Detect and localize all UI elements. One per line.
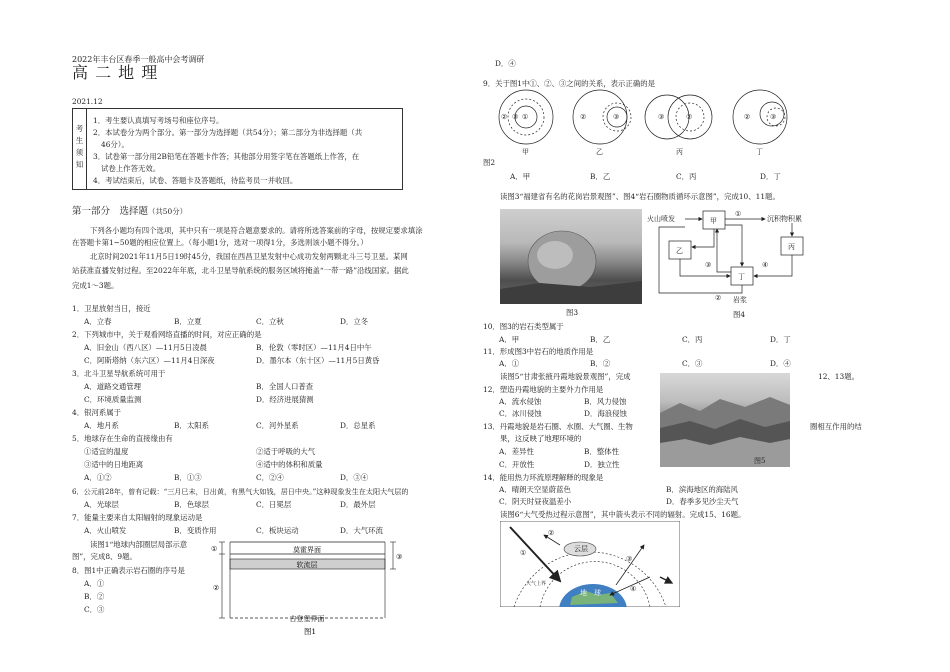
reading-prompt-tail: 12、13题。 [818, 372, 859, 381]
statement: ①适宜的温度 [84, 447, 129, 456]
danxia-landscape-shape [660, 373, 790, 467]
option[interactable]: C．丙 [676, 172, 697, 181]
question-7: 7．能量主要来自太阳辐射的现象运动是 [72, 513, 203, 522]
figure-3-caption: 图3 [566, 308, 579, 317]
option[interactable]: A．火山喷发 [84, 526, 127, 535]
option[interactable]: D．经济进展猜测 [256, 395, 314, 404]
earth-label: 地 球 [580, 589, 601, 597]
option[interactable]: C．丙 [682, 335, 703, 344]
fig2-label-bing: 丙 [676, 148, 683, 156]
figure-6-atmospheric-heating [500, 521, 680, 607]
option[interactable]: D．大气环流 [340, 526, 383, 535]
option[interactable]: C．环境质量监测 [84, 395, 142, 404]
option[interactable]: C．板块运动 [256, 526, 299, 535]
option[interactable]: A．甲 [499, 335, 520, 344]
option[interactable]: B．太阳系 [174, 421, 209, 430]
svg-text:③: ③ [658, 113, 665, 121]
option[interactable]: A．①② [84, 473, 112, 482]
asthenosphere-label: 软流层 [296, 561, 318, 569]
question-2: 2．下列城市中，关于观看网络直播的时间，对应正确的是 [72, 330, 262, 339]
option[interactable]: B．立夏 [174, 317, 202, 326]
cycle-label-2: ② [715, 294, 722, 302]
question-14: 14．能用热力环流原理解释的现象是 [483, 473, 604, 482]
option[interactable]: A．差异性 [499, 447, 534, 456]
note-item: 4．考试结束后，试卷、答题卡及答题纸，待监考员一并收回。 [93, 176, 298, 185]
option[interactable]: A．光球层 [84, 500, 119, 509]
part1-intro: 北京时间2021年11月5日19时45分，我国在西昌卫星发射中心成功发射两颗北斗三号卫星。某网 [90, 252, 408, 261]
question-13: 13．丹霞地貌是岩石圈、水圈、大气圈、生物 [483, 422, 633, 431]
fig1-label-3: ③ [396, 553, 403, 561]
option[interactable]: B．整体性 [584, 447, 619, 456]
note-item: 46分）。 [101, 140, 129, 149]
reading-prompt: 图”，完成8、9题。 [72, 552, 137, 561]
question-13-continued: 果，这反映了地理环境的 [500, 434, 582, 443]
option[interactable]: A．旧金山（西八区）—11月5日凌晨 [84, 343, 207, 352]
sediment-label: 沉积物积累 [767, 215, 802, 223]
svg-text:①: ① [522, 113, 529, 121]
figure-3-granite-photo [500, 209, 642, 304]
option[interactable]: D．海浪侵蚀 [584, 409, 627, 418]
option[interactable]: D．墨尔本（东十区）—11月5日黄昏 [256, 356, 380, 365]
option[interactable]: B．风力侵蚀 [584, 397, 627, 406]
radiation-label-3: ③ [626, 555, 633, 563]
fig2-label-yi: 乙 [596, 148, 603, 156]
question-4: 4．银河系属于 [72, 408, 122, 417]
subject-title: 高 二 地 理 [72, 63, 159, 82]
figure-2-circle-diagrams [490, 86, 790, 162]
option[interactable]: B．乙 [590, 335, 611, 344]
statement: ②适于呼吸的大气 [256, 447, 316, 456]
note-item: 2．本试卷分为两个部分。第一部分为选择题（共54分）；第二部分为非选择题（共 [93, 128, 363, 137]
option[interactable]: C．冰川侵蚀 [499, 409, 542, 418]
cycle-label-1: ① [735, 210, 742, 218]
option[interactable]: B．② [84, 592, 105, 601]
question-1: 1．卫星放射当日，接近 [72, 304, 151, 313]
option[interactable]: A．① [499, 359, 520, 368]
question-6: 6．公元前28年，曾有记载：“三月巳未，日出黄，有黑气大如钱，居日中央。”这种现象发生在太阳大气层的 [72, 487, 409, 496]
option[interactable]: A．地月系 [84, 421, 119, 430]
part1-intro: 在答题卡第1~50题的相应位置上。（每小题1分，选对一项得1分，多选则该小题不得分。） [72, 238, 368, 247]
fig2-label-ding: 丁 [756, 148, 763, 156]
svg-text:②: ② [686, 113, 693, 121]
question-8: 8．图1中正确表示岩石圈的序号是 [72, 566, 185, 575]
option[interactable]: B．①③ [174, 473, 202, 482]
fig2-label-jia: 甲 [522, 148, 529, 156]
option[interactable]: B．伦敦（零时区）—11月4日中午 [256, 343, 372, 352]
option[interactable]: C．③ [84, 605, 105, 614]
figure-5-danxia-photo [660, 373, 790, 467]
option[interactable]: D．丁 [770, 335, 791, 344]
option[interactable]: B．② [590, 359, 611, 368]
option[interactable]: A．晴朗天空显蔚蓝色 [499, 485, 571, 494]
svg-text:②: ② [744, 113, 751, 121]
fig1-label-1: ① [211, 545, 218, 553]
option[interactable]: B．变质作用 [174, 526, 217, 535]
option[interactable]: D．④ [770, 359, 791, 368]
question-3: 3．北斗卫星导航系统可用于 [72, 369, 166, 378]
statement: ③适中的日地距离 [84, 460, 144, 469]
question-11: 11．形成图3中岩石的地质作用是 [483, 347, 594, 356]
question-10: 10．图3的岩石类型属于 [483, 322, 564, 331]
option[interactable]: B．乙 [590, 172, 611, 181]
option[interactable]: A．甲 [510, 172, 531, 181]
note-item: 试卷上作答无效。 [101, 164, 161, 173]
part1-intro: 站获准直播发射过程。至2022年年底，北斗卫星导航系统的服务区域将掩盖“一带一路”沿线国家。据此 [72, 266, 409, 275]
radiation-label-2: ② [548, 529, 555, 537]
svg-text:③: ③ [613, 113, 620, 121]
question-9: 9．关于图1中①、②、③之间的关系，表示正确的是 [483, 79, 656, 88]
fig1-label-2: ② [213, 584, 220, 592]
gutenberg-label: 古登堡界面 [289, 615, 325, 623]
svg-text:③: ③ [512, 113, 519, 121]
reading-prompt: 读图5“甘肃张掖丹霞地貌景观图”，完成 [500, 372, 631, 381]
radiation-label-1: ① [520, 549, 527, 557]
note-item: 3．试卷第一部分用2B铅笔在答题卡作答；其他部分用签字笔在答题纸上作答，在 [93, 152, 360, 161]
option[interactable]: C．阴天时昼夜温差小 [499, 497, 572, 506]
question-12: 12．塑造丹霞地貌的主要外力作用是 [483, 385, 604, 394]
question-5: 5．地球存在生命的直接缘由有 [72, 434, 173, 443]
option[interactable]: C．开放性 [499, 460, 535, 469]
box-ding: 丁 [738, 273, 745, 281]
option[interactable]: A．流水侵蚀 [499, 397, 542, 406]
option[interactable]: B．色球层 [174, 500, 209, 509]
option[interactable]: C．河外星系 [256, 421, 299, 430]
option[interactable]: D．④ [495, 59, 516, 68]
option[interactable]: C．阿斯塔纳（东六区）—11月4日深夜 [84, 356, 215, 365]
option[interactable]: D．③④ [340, 473, 369, 482]
option[interactable]: A．道路交通管理 [84, 382, 142, 391]
figure-2-caption: 图2 [483, 158, 496, 167]
figure-4-caption: 图4 [733, 310, 746, 319]
option[interactable]: B．滨海地区的海陆风 [666, 485, 738, 494]
option[interactable]: C．③ [682, 359, 703, 368]
notes-side-label: 考 生 须 知 [73, 109, 87, 189]
candidate-notes-box [72, 108, 403, 190]
granite-rock-shape [500, 209, 642, 304]
exam-title: 2022年丰台区春季一般高中会考调研 [72, 55, 205, 64]
svg-text:②: ② [580, 113, 587, 121]
reading-prompt: 读图1“地球内部圈层局部示意 [90, 540, 188, 549]
reading-prompt: 读图6“大气受热过程示意图”，其中箭头表示不同的辐射。完成15、16题。 [500, 510, 746, 519]
option[interactable]: D．最外层 [340, 500, 376, 509]
reading-prompt: 读图3“福建省有名的花岗岩景观图”、图4“岩石圈物质循环示意图”，完成10、11题。 [500, 192, 780, 201]
part1-intro: 下列各小题均有四个选项，其中只有一项是符合题意要求的。请将所选答案前的字母，按规定要求填涂 [90, 226, 423, 235]
option[interactable]: C．日冕层 [256, 500, 292, 509]
note-item: 1．考生要认真填写考场号和座位序号。 [93, 116, 224, 125]
part1-heading: 第一部分 选择题（共50分） [72, 206, 187, 217]
option[interactable]: A．① [84, 579, 105, 588]
moho-label: 莫霍界面 [293, 546, 321, 554]
figure-5-caption: 图5 [754, 457, 766, 465]
volcano-label: 火山喷发 [647, 215, 675, 223]
part1-intro: 完成1～3题。 [72, 281, 119, 290]
upper-atmosphere-label: 大气上界 [526, 581, 547, 587]
option[interactable]: A．立春 [84, 317, 112, 326]
option[interactable]: D．春季多见沙尘天气 [666, 497, 739, 506]
option[interactable]: D．立冬 [340, 317, 369, 326]
option[interactable]: D．总星系 [340, 421, 376, 430]
option[interactable]: D．独立性 [584, 460, 620, 469]
exam-date: 2021.12 [72, 97, 103, 106]
figure-1-caption: 图1 [303, 627, 317, 636]
svg-text:③: ③ [770, 113, 777, 121]
question-13-tail: 圈相互作用的结 [810, 422, 862, 431]
box-yi: 乙 [676, 247, 683, 255]
radiation-label-4: ④ [630, 585, 637, 593]
option[interactable]: D．丁 [760, 172, 781, 181]
statement: ④适中的体积和质量 [256, 460, 323, 469]
option[interactable]: C．②④ [256, 473, 284, 482]
box-bing: 丙 [788, 243, 795, 251]
figure-1-earth-layers [210, 538, 406, 638]
figure-4-rock-cycle [645, 207, 825, 319]
box-jia: 甲 [710, 217, 717, 225]
svg-text:②: ② [501, 113, 508, 121]
cycle-label-4: ④ [762, 261, 769, 269]
option[interactable]: B．全国人口普查 [256, 382, 314, 391]
cycle-label-3: ③ [705, 261, 712, 269]
magma-label: 岩浆 [733, 296, 747, 304]
option[interactable]: C．立秋 [256, 317, 284, 326]
cloud-label: 云层 [574, 545, 588, 553]
